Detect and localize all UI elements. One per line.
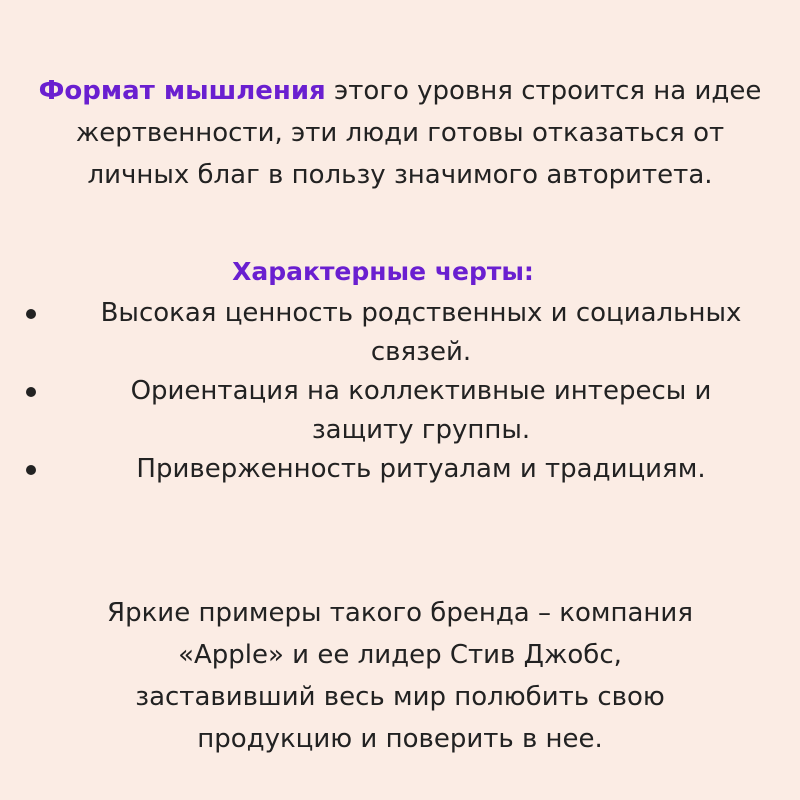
traits-list [0, 294, 800, 489]
trait-item [0, 294, 800, 372]
closing-line: заставивший весь мир полюбить свою [135, 682, 665, 712]
thinking-format-highlight: Формат мышления [38, 76, 326, 106]
closing-line: Яркие примеры такого бренда – компания [107, 598, 693, 628]
trait-item-line-1: Приверженность ритуалам и традициям. [136, 454, 706, 484]
intro-line-3: личных благ в пользу значимого авторитета. [87, 160, 713, 190]
trait-item-line-2: защиту группы. [311, 415, 531, 445]
intro-line-2: жертвенности, эти люди готовы отказаться от [75, 118, 725, 148]
intro-paragraph [0, 70, 800, 196]
trait-item [0, 372, 800, 450]
trait-item-line-1: Высокая ценность родственных и социальных [100, 298, 742, 328]
bullet-icon [26, 309, 36, 319]
intro-line-1 [0, 70, 800, 112]
traits-heading: Характерные черты: [232, 257, 534, 286]
trait-item-line-1: Ориентация на коллективные интересы и [130, 376, 712, 406]
closing-paragraph [0, 592, 800, 760]
bullet-icon [26, 387, 36, 397]
trait-item [0, 450, 800, 489]
closing-line: продукцию и поверить в нее. [197, 724, 603, 754]
trait-item-line-2: связей. [370, 337, 472, 367]
intro-line-1-rest: этого уровня строится на идее [325, 76, 762, 106]
bullet-icon [26, 465, 36, 475]
closing-line: «Apple» и ее лидер Стив Джобс, [178, 640, 622, 670]
